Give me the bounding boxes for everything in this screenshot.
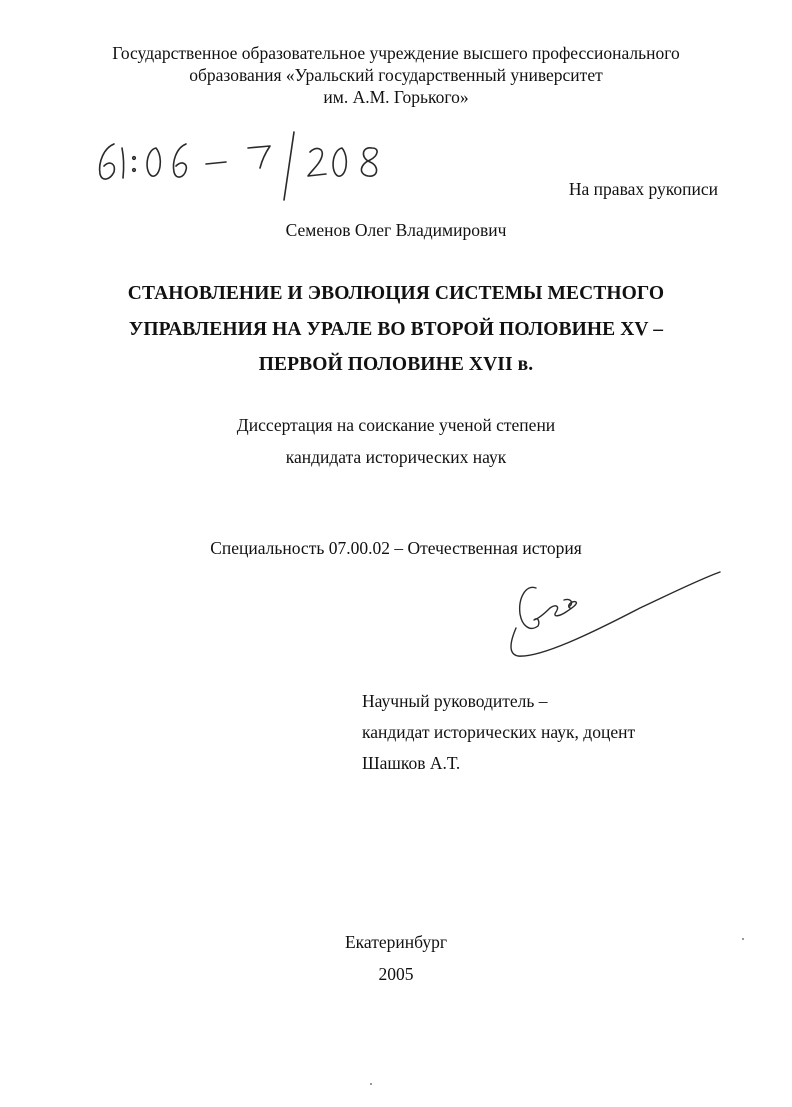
degree-line-2: кандидата исторических наук [285,447,507,467]
specialty: Специальность 07.00.02 – Отечественная история [210,538,582,558]
city: Екатеринбург [344,932,448,952]
author-name: Семенов Олег Владимирович [285,220,507,240]
dissertation-title-line-3: ПЕРВОЙ ПОЛОВИНЕ XVII в. [258,354,534,375]
supervisor-rank: кандидат исторических наук, доцент [362,722,636,742]
handwritten-archive-number [88,118,408,208]
dissertation-title-line-1: СТАНОВЛЕНИЕ И ЭВОЛЮЦИЯ СИСТЕМЫ МЕСТНОГО [127,283,665,304]
scan-speck [370,1083,372,1085]
institution-line-1: Государственное образовательное учреждение высшего профессионального [112,43,680,63]
author-signature [500,562,730,666]
supervisor-name: Шашков А.Т. [362,753,461,773]
dissertation-title-line-2: УПРАВЛЕНИЯ НА УРАЛЕ ВО ВТОРОЙ ПОЛОВИНЕ XV – [128,319,664,340]
institution-line-3: им. А.М. Горького» [323,87,469,107]
rights-note: На правах рукописи [568,179,718,199]
institution-line-2: образования «Уральский государственный университет [189,65,603,85]
degree-line-1: Диссертация на соискание ученой степени [236,415,556,435]
year: 2005 [378,964,414,984]
supervisor-label: Научный руководитель – [362,691,548,711]
scan-speck [742,938,744,940]
